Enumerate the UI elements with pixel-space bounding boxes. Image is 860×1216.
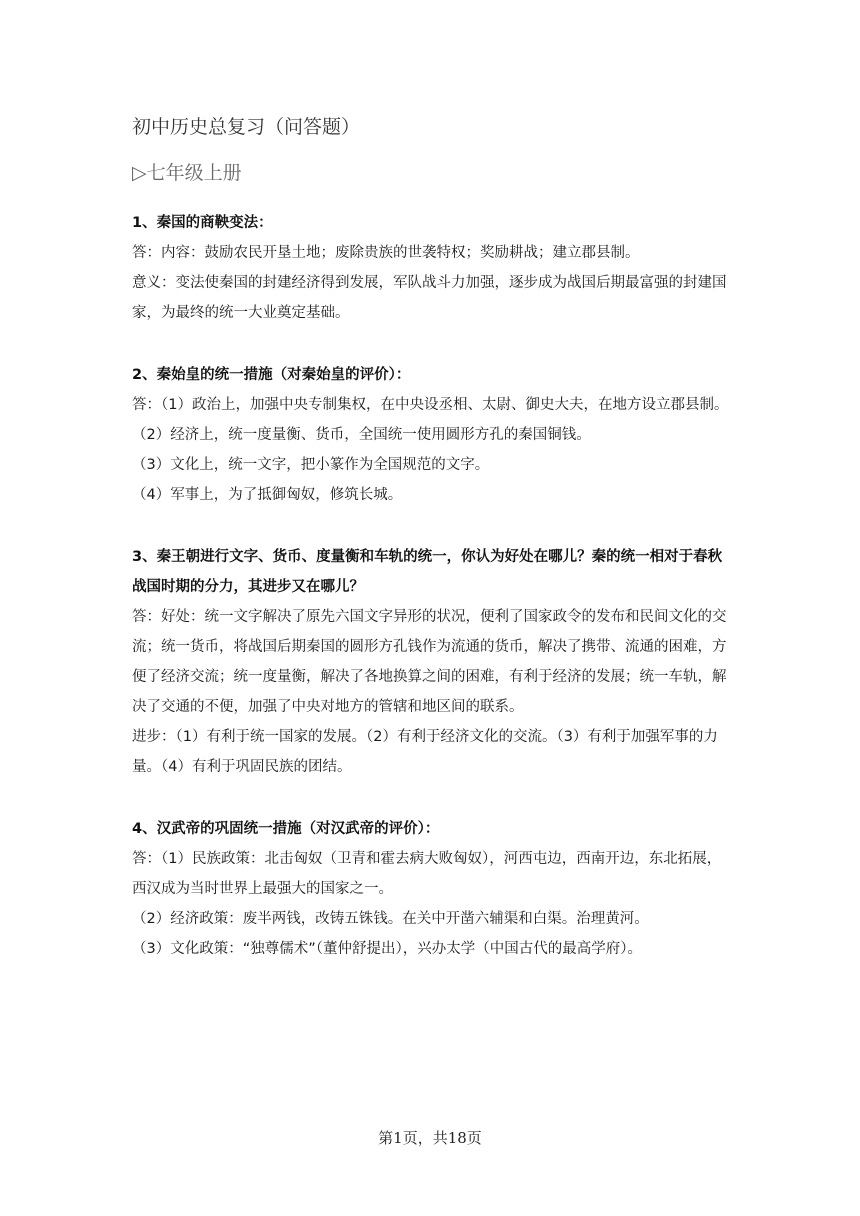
question-heading: 2、秦始皇的统一措施（对秦始皇的评价）： [132, 367, 411, 383]
question-heading: 1、秦国的商鞅变法： [132, 215, 273, 231]
answer-line: 答：好处：统一文字解决了原先六国文字异形的状况，便利了国家政令的发布和民间文化的交流；统一货币，将战国后期秦国的圆形方孔钱作为流通的货币，解决了携带、流通的困难，方便了经济交流；统一度量衡，解决了各地换算之间的困难，有利于经济的发展；统一车轨，解决了交通的不便，加强了中央对地方的管辖和地区间的联系。 [132, 609, 727, 715]
answer-line: 答：（1）民族政策：北击匈奴（卫青和霍去病大败匈奴），河西屯边，西南开边，东北拓展，西汉成为当时世界上最强大的国家之一。 [132, 851, 722, 897]
answer-line: （2）经济政策：废半两钱，改铸五铢钱。在关中开凿六辅渠和白渠。治理黄河。 [132, 911, 649, 927]
answer-line: （3）文化上，统一文字，把小篆作为全国规范的文字。 [132, 457, 490, 473]
answer-line: （4）军事上，为了抵御匈奴，修筑长城。 [132, 487, 403, 503]
answer-line: 答：内容：鼓励农民开垦土地；废除贵族的世袭特权；奖励耕战；建立郡县制。 [132, 245, 640, 261]
grade-heading: ▷七年级上册 [132, 162, 242, 184]
question-section [132, 360, 732, 510]
question-heading: 3、秦王朝进行文字、货币、度量衡和车轨的统一，你认为好处在哪儿？秦的统一相对于春秋战国时期的分力，其进步又在哪儿？ [132, 549, 723, 595]
answer-line: （2）经济上，统一度量衡、货币，全国统一使用圆形方孔的秦国铜钱。 [132, 427, 591, 443]
question-section [132, 542, 732, 782]
content-body [132, 208, 732, 996]
question-heading: 4、汉武帝的巩固统一措施（对汉武帝的评价）： [132, 821, 440, 837]
answer-line: 进步：（1）有利于统一国家的发展。（2）有利于经济文化的交流。（3）有利于加强军事的力量。（4）有利于巩固民族的团结。 [132, 729, 718, 775]
page-number: 第1页，共18页 [378, 1129, 482, 1147]
answer-line: 意义：变法使秦国的封建经济得到发展，军队战斗力加强，逐步成为战国后期最富强的封建国家，为最终的统一大业奠定基础。 [132, 275, 727, 321]
answer-line: （3）文化政策：“独尊儒术”（董仲舒提出），兴办太学（中国古代的最高学府）。 [132, 941, 642, 957]
answer-line: 答：（1）政治上，加强中央专制集权，在中央设丞相、太尉、御史大夫，在地方设立郡县制。 [132, 397, 729, 413]
document-title: 初中历史总复习（问答题） [132, 116, 361, 138]
question-section [132, 208, 732, 328]
question-section [132, 814, 732, 964]
